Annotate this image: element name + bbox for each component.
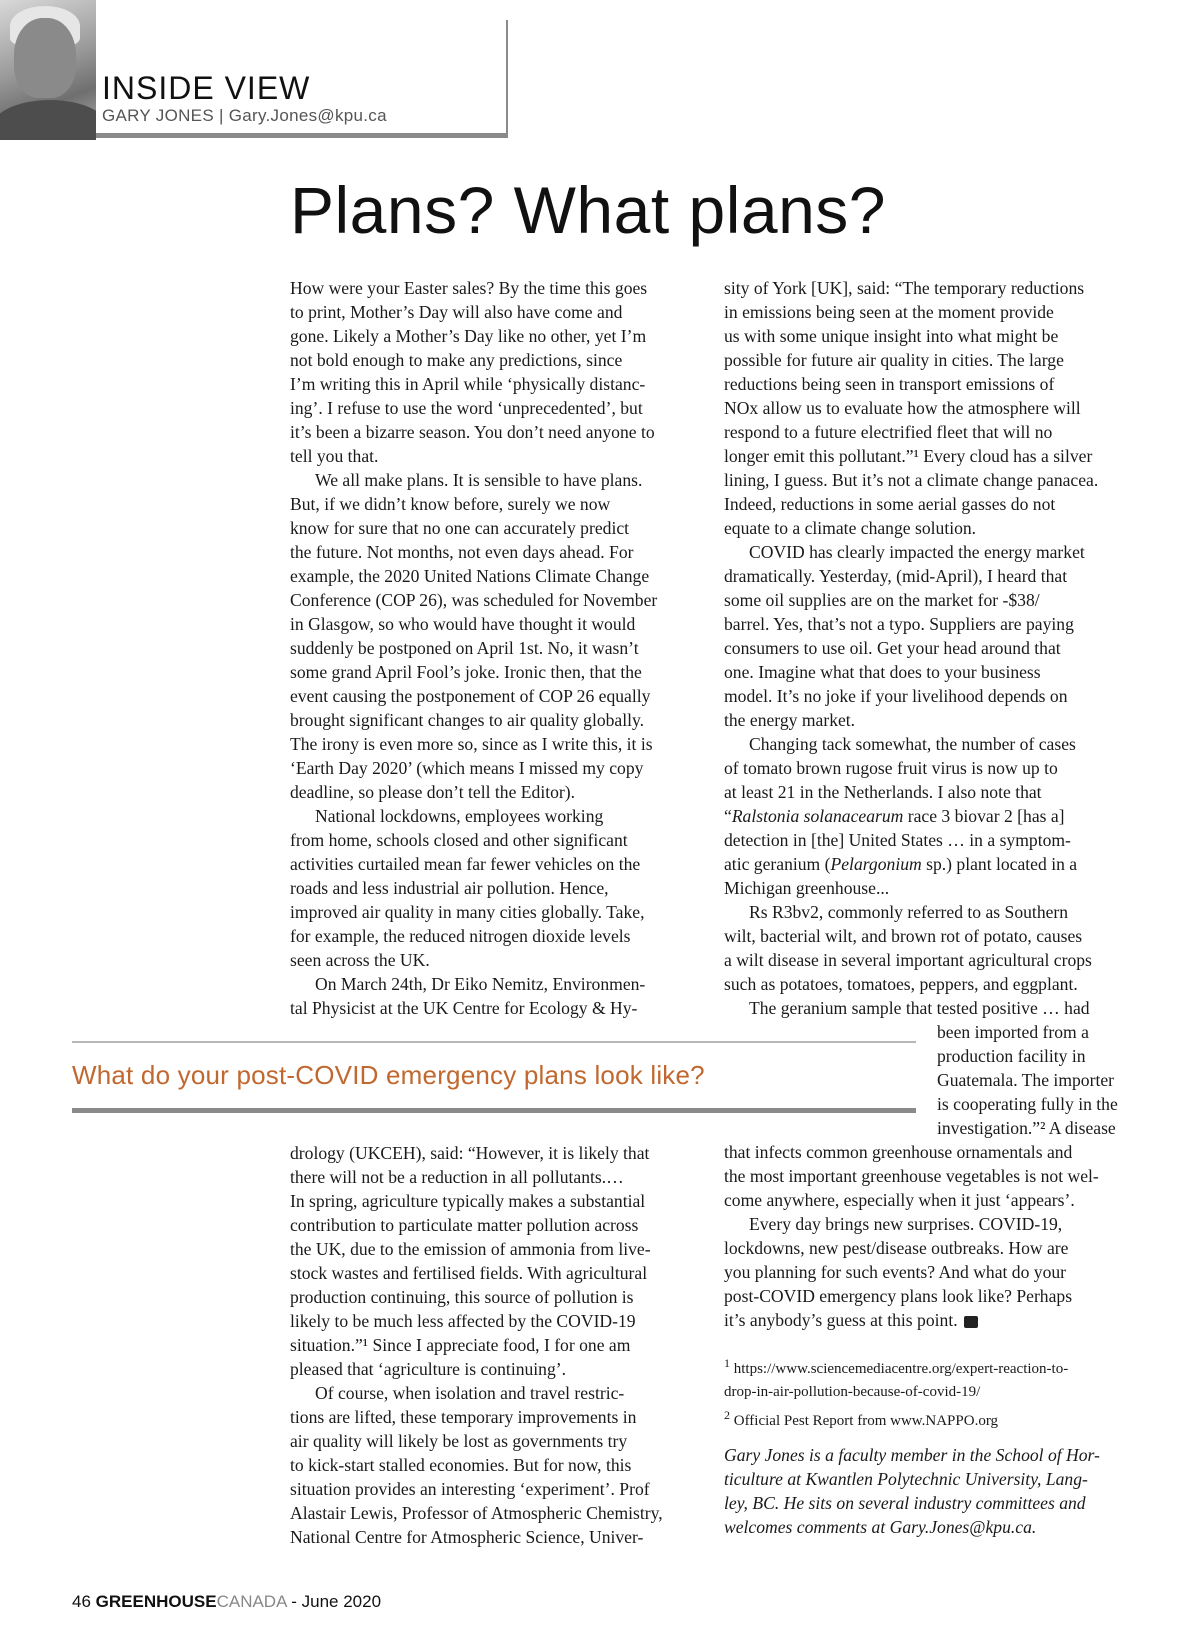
text-line: investigation.”² A disease [937,1118,1116,1138]
brand-canada: CANADA [216,1592,287,1611]
text-line: the UK, due to the emission of ammonia from live- [290,1239,651,1259]
author-bio [724,1443,1100,1539]
text-line: at least 21 in the Netherlands. I also note that [724,782,1042,802]
text-line: the future. Not months, not even days ahead. For [290,542,634,562]
text-line: seen across the UK. [290,950,430,970]
text-line: situation provides an interesting ‘experiment’. Prof [290,1479,650,1499]
text-line: barrel. Yes, that’s not a typo. Suppliers are paying [724,614,1074,634]
text-line: stock wastes and fertilised fields. With agricultural [290,1263,648,1283]
text-line: for example, the reduced nitrogen dioxide levels [290,926,631,946]
text-line: Rs R3bv2, commonly referred to as Southern [749,902,1069,922]
text-line: tions are lifted, these temporary improvements in [290,1407,637,1427]
text-line: The irony is even more so, since as I write this, it is [290,734,653,754]
text-line: a wilt disease in several important agricultural crops [724,950,1092,970]
text-line: NOx allow us to evaluate how the atmosphere will [724,398,1081,418]
text-line: National Centre for Atmospheric Science, Univer- [290,1527,644,1547]
text-line: in Glasgow, so who would have thought it would [290,614,636,634]
text-line: Every day brings new surprises. COVID-19, [749,1214,1063,1234]
text-line: tal Physicist at the UK Centre for Ecology & Hy- [290,998,638,1018]
text-line: Changing tack somewhat, the number of cases [749,734,1076,754]
text-line: equate to a climate change solution. [724,518,977,538]
page-number: 46 [72,1592,91,1611]
text-line: likely to be much less affected by the COVID-19 [290,1311,636,1331]
text-line: atic geranium (Pelargonium sp.) plant located in a [724,854,1078,874]
text-line: of tomato brown rugose fruit virus is now up to [724,758,1058,778]
text-line: gone. Likely a Mother’s Day like no other, yet I’m [290,326,647,346]
text-line: Conference (COP 26), was scheduled for November [290,590,658,610]
text-line: respond to a future electrified fleet that will no [724,422,1053,442]
text-line: you planning for such events? And what do your [724,1262,1067,1282]
text-line: contribution to particulate matter pollution across [290,1215,639,1235]
bio-line: welcomes comments at Gary.Jones@kpu.ca. [724,1517,1037,1537]
footnote-2-marker: 2 [724,1408,730,1422]
species-name: Pelargonium [830,854,922,874]
text-line: reductions being seen in transport emissions of [724,374,1055,394]
text-line: How were your Easter sales? By the time this goes [290,278,648,298]
text-line: possible for future air quality in cities. The large [724,350,1064,370]
footnote-2 [724,1404,1068,1433]
text-line: the most important greenhouse vegetables is not wel- [724,1166,1099,1186]
text-line: in emissions being seen at the moment provide [724,302,1054,322]
pull-quote-rule-top [72,1041,916,1043]
text-line: come anywhere, especially when it just ‘appears’. [724,1190,1075,1210]
text-line: there will not be a reduction in all pollutants.… [290,1167,624,1187]
text-line: such as potatoes, tomatoes, peppers, and eggplant. [724,974,1078,994]
text-line: COVID has clearly impacted the energy market [749,542,1085,562]
text-line: the energy market. [724,710,856,730]
text-line: some oil supplies are on the market for -$38/ [724,590,1040,610]
text-line: some grand April Fool’s joke. Ironic then, that the [290,662,642,682]
pull-quote-rule-bottom [72,1108,916,1113]
text-line: that infects common greenhouse ornamentals and [724,1142,1073,1162]
text-line: us with some unique insight into what might be [724,326,1059,346]
footnote-2-text: Official Pest Report from www.NAPPO.org [733,1413,999,1429]
text-line: wilt, bacterial wilt, and brown rot of potato, causes [724,926,1083,946]
text-line: National lockdowns, employees working [315,806,604,826]
text-line: it’s been a bizarre season. You don’t need anyone to [290,422,655,442]
text-line: situation.”¹ Since I appreciate food, I for one am [290,1335,631,1355]
column-right-top [724,276,1098,1020]
species-name: Ralstonia solanacearum [731,806,904,826]
text-line: Michigan greenhouse... [724,878,890,898]
text-line: I’m writing this in April while ‘physically distanc- [290,374,646,394]
header-rule-vertical [506,20,508,138]
text-line: event causing the postponement of COP 26 equally [290,686,651,706]
page-footer [72,1592,381,1612]
byline: GARY JONES | Gary.Jones@kpu.ca [102,106,387,125]
text-line: roads and less industrial air pollution. Hence, [290,878,609,898]
text-line: know for sure that no one can accurately predict [290,518,630,538]
footnote-1-line-1 [724,1352,1068,1381]
text-line: model. It’s no joke if your livelihood depends on [724,686,1068,706]
text-line: ing’. I refuse to use the word ‘unprecedented’, but [290,398,643,418]
text-line: air quality will likely be lost as governments try [290,1431,628,1451]
text-line: to kick-start stalled economies. But for now, this [290,1455,632,1475]
issue-date: - June 2020 [291,1592,382,1611]
text-line: On March 24th, Dr Eiko Nemitz, Environmen- [315,974,646,994]
text-line: Guatemala. The importer [937,1070,1115,1090]
text-line: consumers to use oil. Get your head around that [724,638,1061,658]
text-line: improved air quality in many cities globally. Take, [290,902,645,922]
bio-line: ley, BC. He sits on several industry committees and [724,1493,1086,1513]
text-line: been imported from a [937,1022,1089,1042]
column-right-wrap [937,1020,1118,1140]
text-line: is cooperating fully in the [937,1094,1118,1114]
footnotes [724,1352,1068,1433]
header-rule-horizontal [96,133,508,138]
text-line: not bold enough to make any predictions, since [290,350,623,370]
author-photo-face [14,18,76,98]
footnote-1-line-2[interactable]: drop-in-air-pollution-because-of-covid-19/ [724,1384,981,1400]
pull-quote: What do your post-COVID emergency plans look like? [72,1060,705,1090]
end-of-article-icon [964,1316,978,1328]
author-photo [0,0,96,140]
text-line: “Ralstonia solanacearum race 3 biovar 2 [has a] [724,806,1065,826]
text-line: from home, schools closed and other significant [290,830,628,850]
text-line: it’s anybody’s guess at this point. [724,1308,1099,1332]
text-line: Indeed, reductions in some aerial gasses do not [724,494,1056,514]
text-line: sity of York [UK], said: “The temporary reductions [724,278,1085,298]
text-line: deadline, so please don’t tell the Editor). [290,782,576,802]
text-line: to print, Mother’s Day will also have come and [290,302,623,322]
article-title: Plans? What plans? [290,173,887,247]
bio-line: Gary Jones is a faculty member in the School of Hor- [724,1445,1100,1465]
column-left-top [290,276,657,1020]
text-line: detection in [the] United States … in a symptom- [724,830,1071,850]
text-line: lining, I guess. But it’s not a climate change panacea. [724,470,1099,490]
column-left-bottom [290,1141,663,1549]
bio-line: ticulture at Kwantlen Polytechnic University, Lang- [724,1469,1088,1489]
text-line: production facility in [937,1046,1086,1066]
section-label: INSIDE VIEW [102,70,311,106]
text-line: example, the 2020 United Nations Climate Change [290,566,650,586]
column-right-bottom [724,1140,1099,1332]
text-line: In spring, agriculture typically makes a substantial [290,1191,646,1211]
text-line: We all make plans. It is sensible to have plans. [315,470,643,490]
text-line: ‘Earth Day 2020’ (which means I missed my copy [290,758,644,778]
text-line: But, if we didn’t know before, surely we now [290,494,611,514]
footnote-1-url-part-1[interactable]: https://www.sciencemediacentre.org/expert-reaction-to- [733,1361,1069,1377]
text-line: Of course, when isolation and travel restric- [315,1383,625,1403]
text-line: one. Imagine what that does to your business [724,662,1041,682]
text-line: pleased that ‘agriculture is continuing’. [290,1359,567,1379]
text-line: The geranium sample that tested positive … had [749,998,1090,1018]
text-line: production continuing, this source of pollution is [290,1287,634,1307]
text-line: Alastair Lewis, Professor of Atmospheric Chemistry, [290,1503,663,1523]
text-line: dramatically. Yesterday, (mid-April), I heard that [724,566,1068,586]
text-line: post-COVID emergency plans look like? Perhaps [724,1286,1073,1306]
text-line: longer emit this pollutant.”¹ Every cloud has a silver [724,446,1093,466]
text-line: tell you that. [290,446,379,466]
brand-greenhouse: GREENHOUSE [95,1592,217,1611]
text-line: suddenly be postponed on April 1st. No, it wasn’t [290,638,639,658]
text-line: drology (UKCEH), said: “However, it is likely that [290,1143,650,1163]
footnote-1-marker: 1 [724,1356,730,1370]
author-photo-shoulders [0,100,96,140]
text-line: activities curtailed mean far fewer vehicles on the [290,854,641,874]
text-line: brought significant changes to air quality globally. [290,710,645,730]
text-line: lockdowns, new pest/disease outbreaks. How are [724,1238,1069,1258]
